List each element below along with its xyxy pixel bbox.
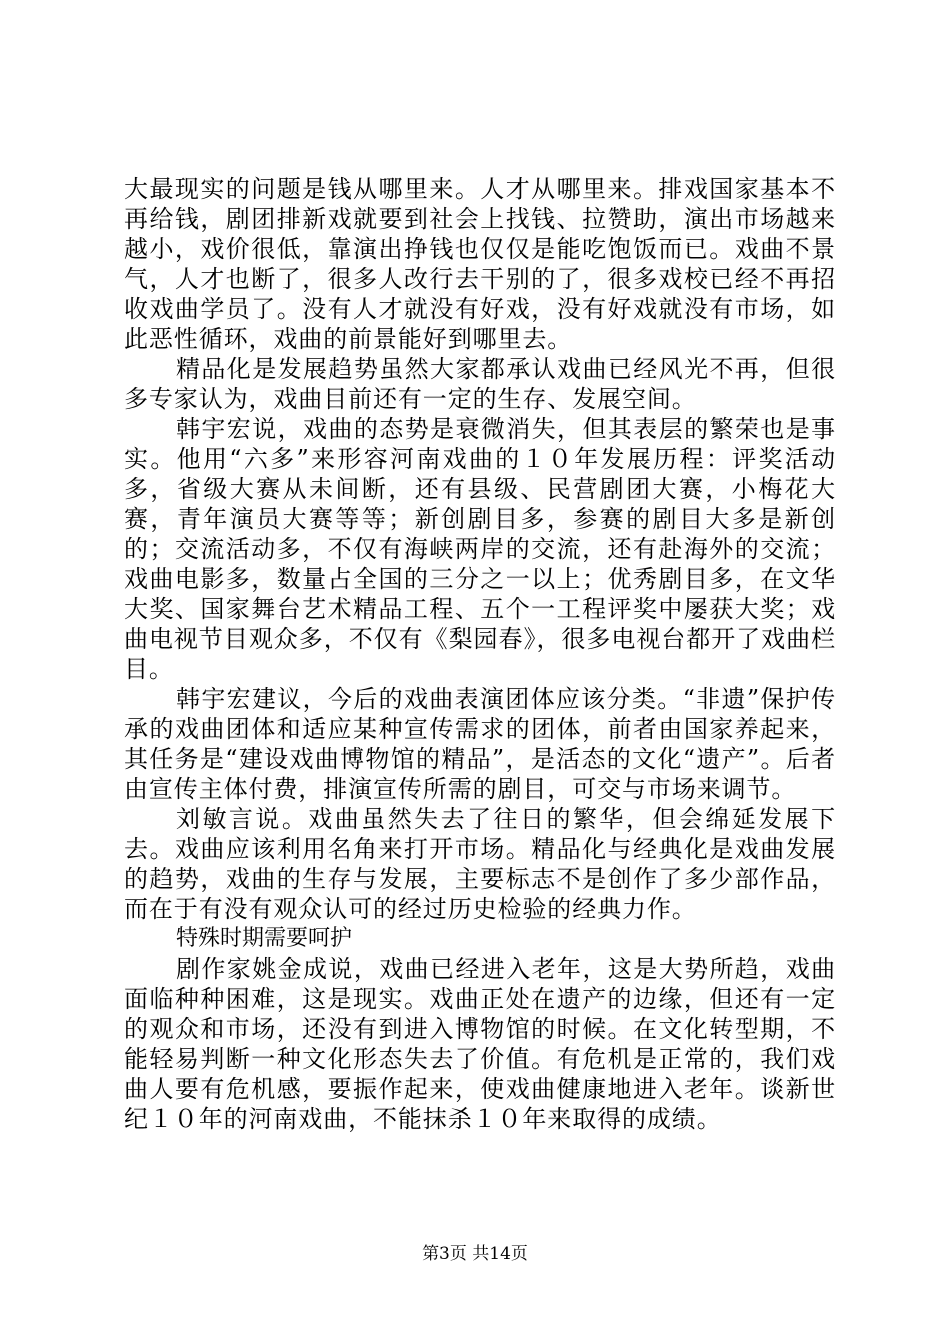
paragraph-liu-minyan: 刘敏言说。戏曲虽然失去了往日的繁华，但会绵延发展下去。戏曲应该利用名角来打开市场。精品化与经典化是戏曲发展的趋势，戏曲的生存与发展，主要标志不是创作了多少部作品，而在于有没有观众认可的经过历史检验的经典力作。: [124, 805, 836, 923]
paragraph-development-trend: 精品化是发展趋势虽然大家都承认戏曲已经风光不再，但很多专家认为，戏曲目前还有一定的生存、发展空间。: [124, 355, 836, 413]
paragraph-han-yuhong-six-many: 韩宇宏说，戏曲的态势是衰微消失，但其表层的繁荣也是事实。他用“六多”来形容河南戏曲的１０年发展历程：评奖活动多，省级大赛从未间断，还有县级、民营剧团大赛，小梅花大赛，青年演员大赛等等；新创剧目多，参赛的剧目大多是新创的；交流活动多，不仅有海峡两岸的交流，还有赴海外的交流；戏曲电影多，数量占全国的三分之一以上；优秀剧目多，在文华大奖、国家舞台艺术精品工程、五个一工程评奖中屡获大奖；戏曲电视节目观众多，不仅有《梨园春》，很多电视台都开了戏曲栏目。: [124, 415, 836, 683]
section-subheading: 特殊时期需要呵护: [176, 926, 353, 951]
paragraph-han-yuhong-suggestion: 韩宇宏建议，今后的戏曲表演团体应该分类。“非遗”保护传承的戏曲团体和适应某种宣传需求的团体，前者由国家养起来，其任务是“建设戏曲博物馆的精品”，是活态的文化“遗产”。后者由宣传主体付费，排演宣传所需的剧目，可交与市场来调节。: [124, 685, 836, 803]
paragraph-yao-jincheng: 剧作家姚金成说，戏曲已经进入老年，这是大势所趋，戏曲面临种种困难，这是现实。戏曲正处在遗产的边缘，但还有一定的观众和市场，还没有到进入博物馆的时候。在文化转型期，不能轻易判断一种文化形态失去了价值。有危机是正常的，我们戏曲人要有危机感，要振作起来，使戏曲健康地进入老年。谈新世纪１０年的河南戏曲，不能抹杀１０年来取得的成绩。: [124, 955, 836, 1133]
document-body: [124, 174, 836, 1134]
page-footer: [0, 1243, 950, 1265]
paragraph-continuation: 大最现实的问题是钱从哪里来。人才从哪里来。排戏国家基本不再给钱，剧团排新戏就要到社会上找钱、拉赞助，演出市场越来越小，戏价很低，靠演出挣钱也仅仅是能吃饱饭而已。戏曲不景气，人才也断了，很多人改行去干别的了，很多戏校已经不再招收戏曲学员了。没有人才就没有好戏，没有好戏就没有市场，如此恶性循环，戏曲的前景能好到哪里去。: [124, 175, 836, 353]
page-number-label: 第3页 共14页: [422, 1244, 528, 1264]
